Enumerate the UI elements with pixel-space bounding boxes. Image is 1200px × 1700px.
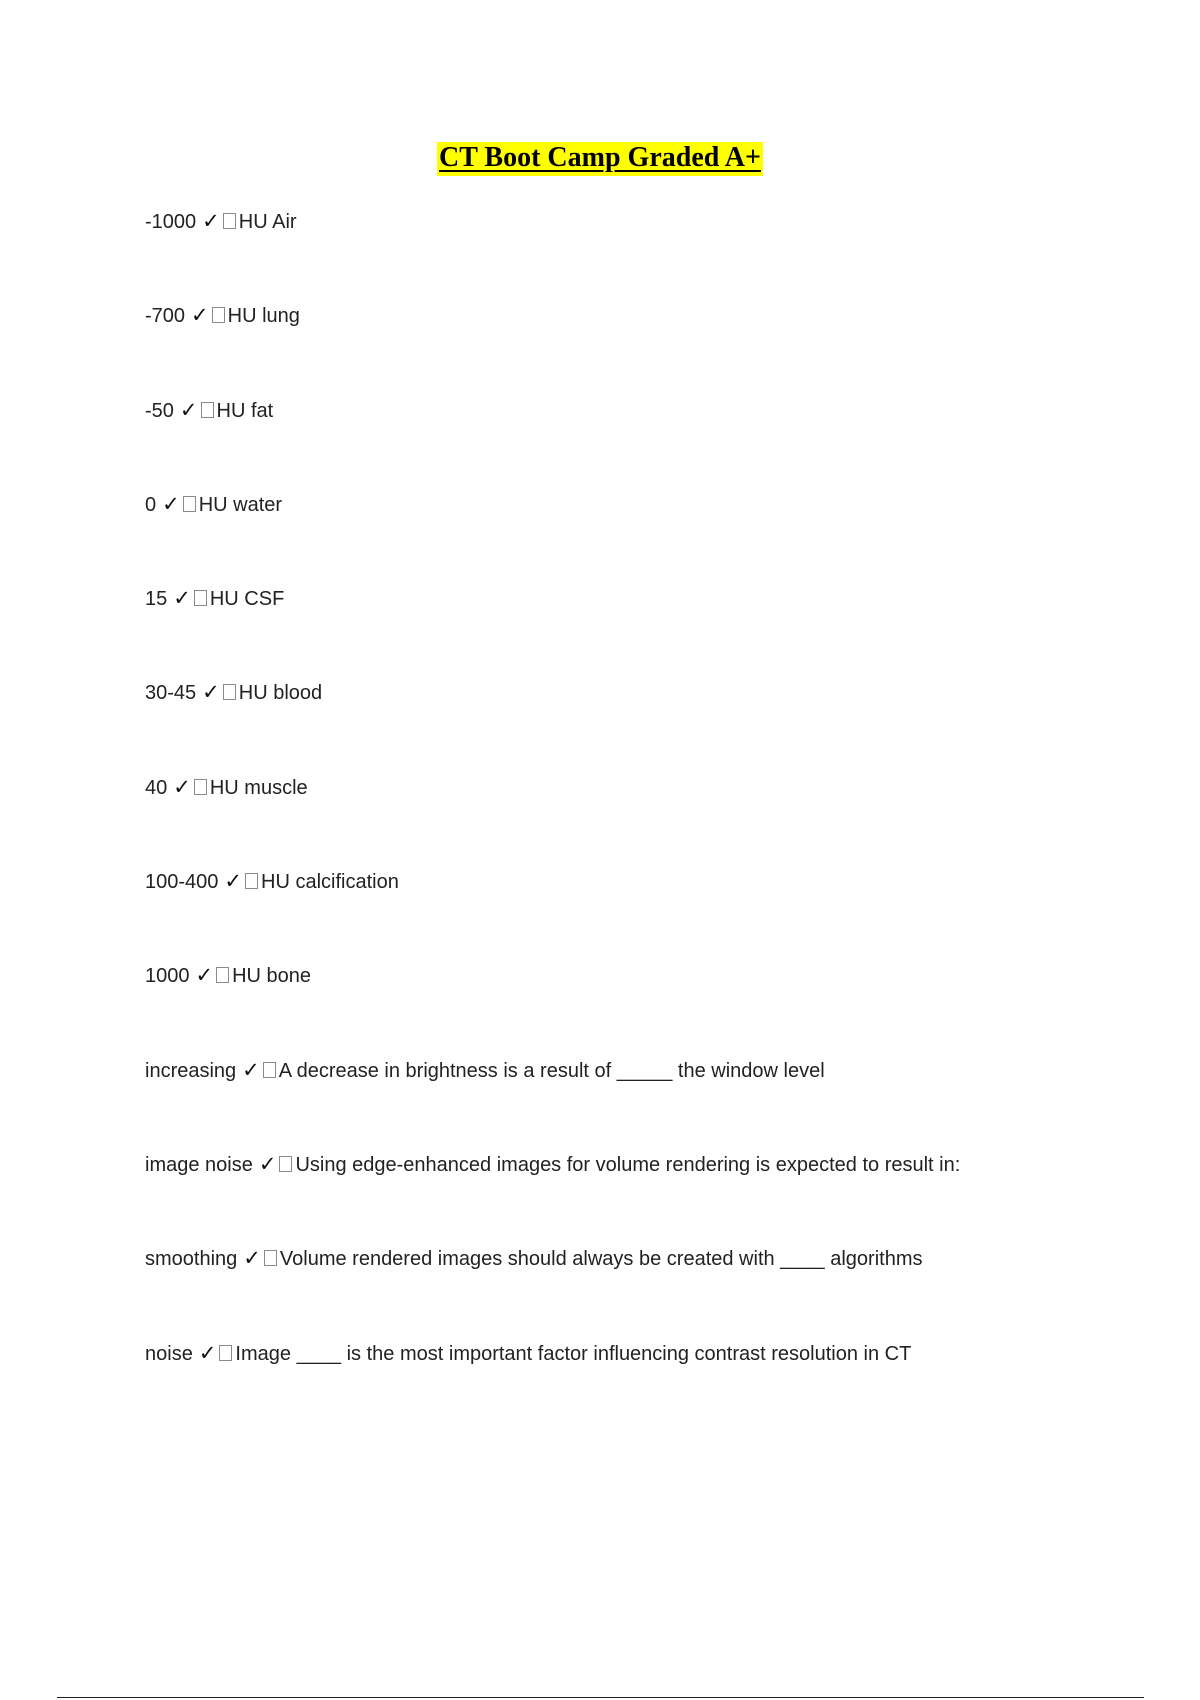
checkmark-icon: ✓ [258,1151,277,1176]
missing-glyph-box-icon [183,496,196,512]
flashcard-row [145,584,1105,678]
flashcard-answer: noise [145,1342,193,1365]
checkmark-icon: ✓ [242,1057,260,1082]
flashcard-answer: smoothing [145,1248,238,1271]
flashcard-row [145,678,1105,772]
flashcard-prompt: HU calcification [261,871,399,894]
flashcard-answer: 15 [145,588,168,611]
flashcard-row [145,301,1105,395]
flashcard-answer: 0 [145,493,157,516]
missing-glyph-box-icon [194,590,207,606]
flashcard-prompt: HU CSF [209,588,285,611]
flashcard-prompt: Image ____ is the most important factor influencing contrast resolution in CT [235,1342,912,1365]
title-container [0,142,1200,176]
missing-glyph-box-icon [279,1156,292,1172]
flashcard-prompt: HU lung [227,305,300,328]
flashcard-answer: increasing [145,1059,237,1082]
checkmark-icon: ✓ [243,1246,261,1271]
missing-glyph-box-icon [264,1250,277,1266]
flashcard-prompt: HU water [198,493,283,516]
checkmark-icon: ✓ [202,209,220,233]
missing-glyph-box-icon [212,307,225,323]
flashcard-row [145,961,1105,1055]
flashcard-answer: -50 [145,399,174,422]
checkmark-icon: ✓ [162,491,180,516]
missing-glyph-box-icon [194,779,207,795]
checkmark-icon: ✓ [173,774,191,799]
missing-glyph-box-icon [201,402,214,418]
flashcard-answer: 40 [145,776,168,799]
flashcard-answer: -1000 [145,211,197,233]
flashcard-answer: image noise [145,1153,253,1176]
flashcard-answer: 100-400 [145,871,219,894]
flashcard-prompt: Volume rendered images should always be created with ____ algorithms [279,1248,923,1271]
page-footer-rule [57,1697,1144,1698]
flashcard-prompt: Using edge-enhanced images for volume rendering is expected to result in: [295,1153,961,1176]
checkmark-icon: ✓ [198,1340,217,1365]
checkmark-icon: ✓ [179,397,198,422]
flashcard-row [145,207,1105,301]
flashcard-answer: 1000 [145,965,190,988]
flashcard-row [145,1339,1105,1433]
flashcard-list [145,207,1105,1433]
missing-glyph-box-icon [219,1345,232,1361]
missing-glyph-box-icon [223,213,236,229]
flashcard-row [145,1150,1105,1244]
checkmark-icon: ✓ [191,303,209,328]
document-title: CT Boot Camp Graded A+ [437,142,763,176]
missing-glyph-box-icon [263,1062,276,1078]
flashcard-prompt: HU fat [216,399,274,422]
flashcard-answer: -700 [145,305,186,328]
checkmark-icon: ✓ [173,586,191,611]
flashcard-prompt: HU blood [238,682,323,705]
flashcard-row [145,1056,1105,1150]
checkmark-icon: ✓ [202,680,220,705]
checkmark-icon: ✓ [195,963,214,988]
flashcard-answer: 30-45 [145,682,197,705]
missing-glyph-box-icon [216,967,229,983]
missing-glyph-box-icon [245,873,258,889]
flashcard-prompt: HU bone [232,965,312,988]
flashcard-row [145,867,1105,961]
flashcard-row [145,1244,1105,1338]
flashcard-prompt: HU Air [238,211,297,233]
flashcard-row [145,773,1105,867]
flashcard-prompt: HU muscle [209,776,308,799]
flashcard-prompt: A decrease in brightness is a result of _____ the window level [278,1059,825,1082]
missing-glyph-box-icon [223,684,236,700]
flashcard-row [145,396,1105,490]
flashcard-row [145,490,1105,584]
checkmark-icon: ✓ [224,869,243,894]
